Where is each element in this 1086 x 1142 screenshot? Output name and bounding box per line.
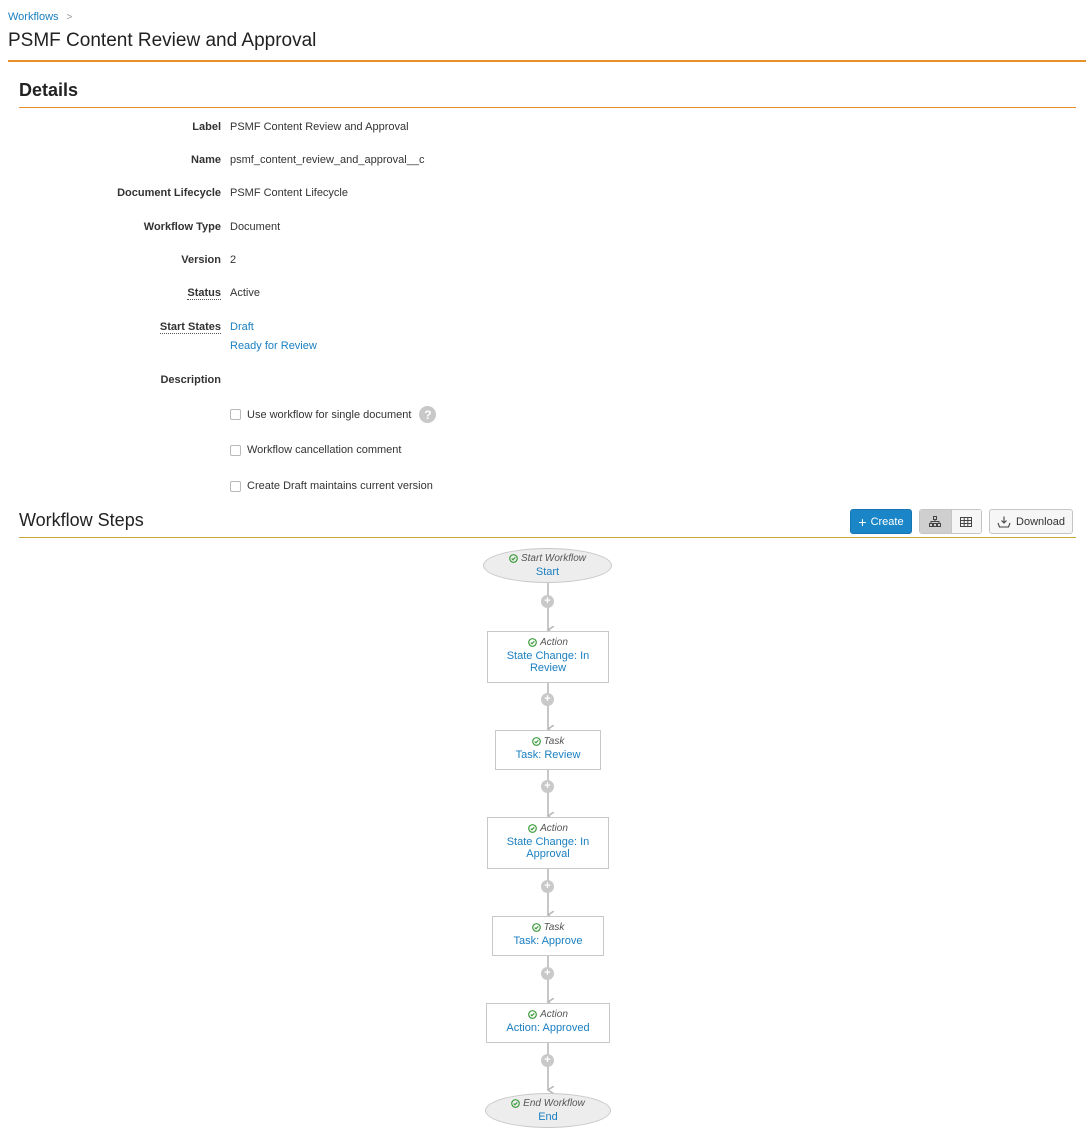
breadcrumb-workflows-link[interactable]: Workflows [8, 11, 59, 23]
grid-icon [960, 517, 972, 527]
field-label-lifecycle: Document Lifecycle [117, 187, 221, 199]
table-view-button[interactable] [951, 510, 982, 533]
cancellation-comment-checkbox[interactable] [230, 445, 241, 456]
step-label[interactable]: Action: Approved [506, 1022, 590, 1034]
page-title: PSMF Content Review and Approval [8, 30, 317, 51]
lifecycle-link[interactable]: PSMF Content Lifecycle [230, 187, 348, 199]
step-type-text: Start Workflow [520, 553, 586, 564]
start-state-draft-link[interactable]: Draft [230, 321, 254, 333]
header-divider [8, 60, 1086, 62]
step-action[interactable] [487, 817, 609, 869]
field-value-name: psmf_content_review_and_approval__c [230, 154, 425, 166]
workflow-steps-divider [19, 537, 1076, 538]
step-task[interactable] [495, 730, 601, 770]
add-step-button[interactable]: + [541, 880, 554, 893]
step-label[interactable]: Start [535, 566, 560, 578]
download-icon [997, 516, 1011, 528]
hierarchy-icon [929, 516, 941, 527]
option-create-draft [230, 480, 433, 492]
check-circle-icon [532, 737, 541, 746]
step-label[interactable]: Task: Approve [513, 935, 583, 947]
field-value-version: 2 [230, 254, 237, 266]
field-label-name: Name [191, 154, 221, 166]
step-label[interactable]: State Change: In Review [506, 650, 590, 674]
step-type-text: Action [540, 637, 568, 648]
single-document-checkbox[interactable] [230, 409, 241, 420]
field-label-description: Description [160, 374, 221, 386]
step-type [488, 637, 608, 648]
step-type [493, 922, 603, 933]
step-task[interactable] [492, 916, 604, 956]
check-circle-icon [532, 923, 541, 932]
step-type-text: Task [543, 922, 565, 933]
step-start-workflow[interactable] [483, 548, 612, 583]
step-type-text: Action [540, 823, 568, 834]
check-circle-icon [509, 554, 518, 563]
start-states-label-text[interactable]: Start States [159, 321, 221, 333]
step-label[interactable]: State Change: In Approval [506, 836, 590, 860]
field-label-start-states [0, 321, 221, 333]
details-divider [19, 107, 1076, 108]
add-step-button[interactable]: + [541, 780, 554, 793]
step-type-text: Action [540, 1009, 568, 1020]
field-label-status [0, 287, 221, 299]
field-value-type: Document [230, 221, 281, 233]
step-type [496, 736, 600, 747]
check-circle-icon [528, 824, 537, 833]
step-action[interactable] [486, 1003, 610, 1043]
breadcrumb-separator: > [66, 11, 73, 23]
create-draft-label: Create Draft maintains current version [247, 480, 433, 492]
view-toggle [919, 509, 982, 534]
step-label[interactable]: End [538, 1111, 558, 1123]
start-state-ready-link[interactable]: Ready for Review [230, 340, 317, 352]
check-circle-icon [528, 1010, 537, 1019]
step-action[interactable] [487, 631, 609, 683]
help-icon[interactable]: ? [419, 406, 436, 423]
field-label-version: Version [181, 254, 221, 266]
check-circle-icon [528, 638, 537, 647]
add-step-button[interactable]: + [541, 693, 554, 706]
step-type [487, 1009, 609, 1020]
step-end-workflow[interactable] [485, 1093, 611, 1128]
plus-icon: + [858, 513, 867, 530]
check-circle-icon [511, 1099, 520, 1108]
step-type-text: Task [543, 736, 565, 747]
step-label[interactable]: Task: Review [515, 749, 581, 761]
create-draft-checkbox[interactable] [230, 481, 241, 492]
field-label-type: Workflow Type [143, 221, 221, 233]
step-type-text: End Workflow [523, 1098, 585, 1109]
add-step-button[interactable]: + [541, 1054, 554, 1067]
add-step-button[interactable]: + [541, 595, 554, 608]
single-document-label: Use workflow for single document [247, 408, 412, 421]
step-type [486, 1098, 610, 1109]
field-label-label: Label [192, 121, 221, 133]
details-section-title: Details [19, 80, 79, 100]
workflow-steps-title: Workflow Steps [19, 510, 144, 530]
add-step-button[interactable]: + [541, 967, 554, 980]
download-button-label: Download [1016, 515, 1065, 528]
option-single-document [230, 406, 436, 423]
step-type [484, 553, 611, 564]
cancellation-comment-label: Workflow cancellation comment [247, 444, 402, 456]
breadcrumb [8, 11, 72, 23]
status-label-text[interactable]: Status [187, 287, 221, 299]
start-states-values [230, 318, 317, 356]
step-type [488, 823, 608, 834]
option-cancellation-comment [230, 444, 401, 456]
diagram-view-button[interactable] [920, 510, 951, 533]
field-value-status: Active [230, 287, 260, 299]
download-button[interactable] [989, 509, 1073, 534]
create-button-label: Create [870, 515, 904, 528]
field-value-label: PSMF Content Review and Approval [230, 121, 409, 133]
create-button[interactable] [850, 509, 912, 534]
